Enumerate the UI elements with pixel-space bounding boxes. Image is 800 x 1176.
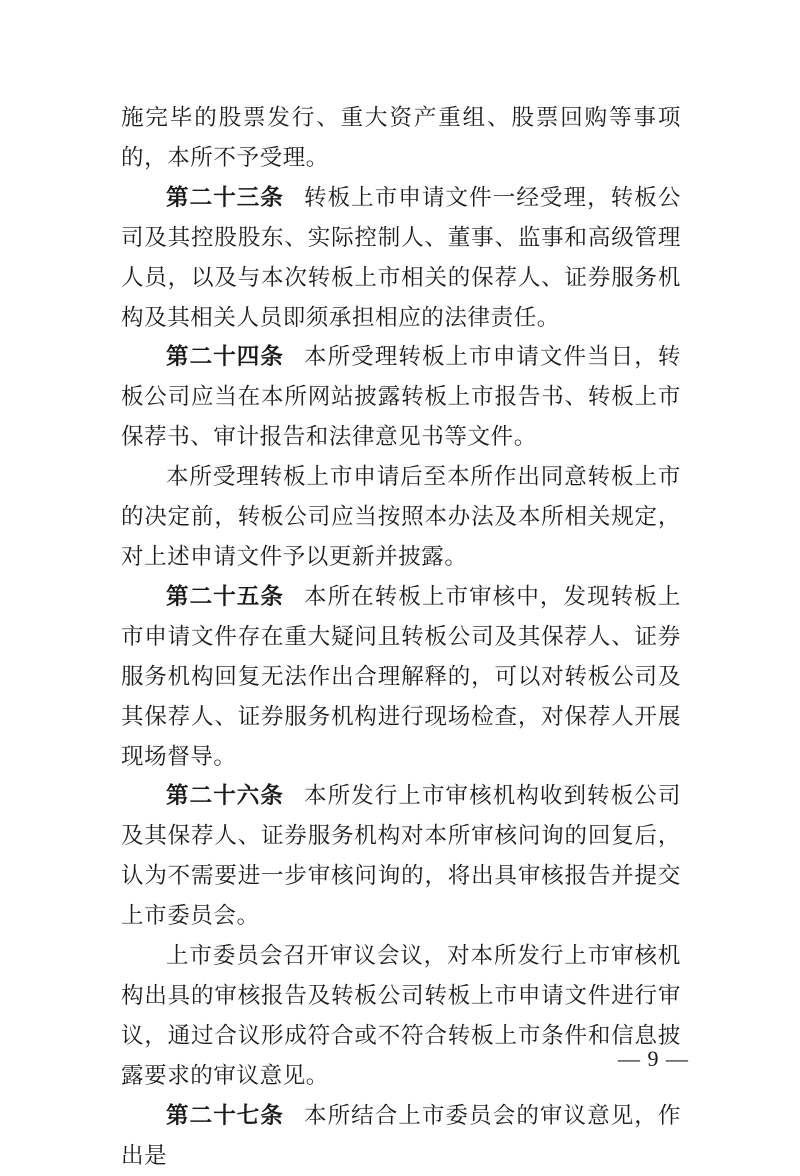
article-26-clause-2 xyxy=(121,937,681,1097)
article-number: 第二十七条 xyxy=(166,1102,284,1129)
paragraph-text: 本所受理转板上市申请文件当日，转板公司应当在本所网站披露转板上市报告书、转板上市保荐书、审计报告和法律意见书等文件。 xyxy=(121,344,681,451)
paragraph-text: 本所受理转板上市申请后至本所作出同意转板上市的决定前，转板公司应当按照本办法及本所相关规定，对上述申请文件予以更新并披露。 xyxy=(121,464,681,570)
article-24-clause-2 xyxy=(121,458,681,578)
body-text xyxy=(121,99,681,1176)
article-25 xyxy=(121,578,681,778)
article-number: 第二十四条 xyxy=(166,344,284,371)
article-24 xyxy=(121,338,681,458)
paragraph-text: 本所发行上市审核机构收到转板公司及其保荐人、证券服务机构对本所审核问询的回复后，认为不需要进一步审核问询的，将出具审核报告并提交上市委员会。 xyxy=(121,783,681,930)
paragraph-text: 转板上市申请文件一经受理，转板公司及其控股股东、实际控制人、董事、监事和高级管理人员，以及与本次转板上市相关的保荐人、证券服务机构及其相关人员即须承担相应的法律责任。 xyxy=(121,184,681,331)
paragraph-text: 施完毕的股票发行、重大资产重组、股票回购等事项的，本所不予受理。 xyxy=(121,105,681,171)
article-number: 第二十三条 xyxy=(166,184,284,211)
article-number: 第二十五条 xyxy=(166,583,284,610)
page-number: — 9 — xyxy=(618,1046,689,1071)
paragraph-text: 上市委员会召开审议会议，对本所发行上市审核机构出具的审核报告及转板公司转板上市申请文件进行审议，通过合议形成符合或不符合转板上市条件和信息披露要求的审议意见。 xyxy=(121,943,681,1089)
paragraph-text: 本所在转板上市审核中，发现转板上市申请文件存在重大疑问且转板公司及其保荐人、证券服务机构回复无法作出合理解释的，可以对转板公司及其保荐人、证券服务机构进行现场检查，对保荐人开展现场督导。 xyxy=(121,583,681,770)
article-26 xyxy=(121,777,681,937)
article-23 xyxy=(121,179,681,339)
paragraph-continuation xyxy=(121,99,681,179)
article-number: 第二十六条 xyxy=(166,783,284,810)
paragraph-text: 本所结合上市委员会的审议意见，作出是 xyxy=(121,1102,681,1169)
article-27 xyxy=(121,1097,681,1176)
